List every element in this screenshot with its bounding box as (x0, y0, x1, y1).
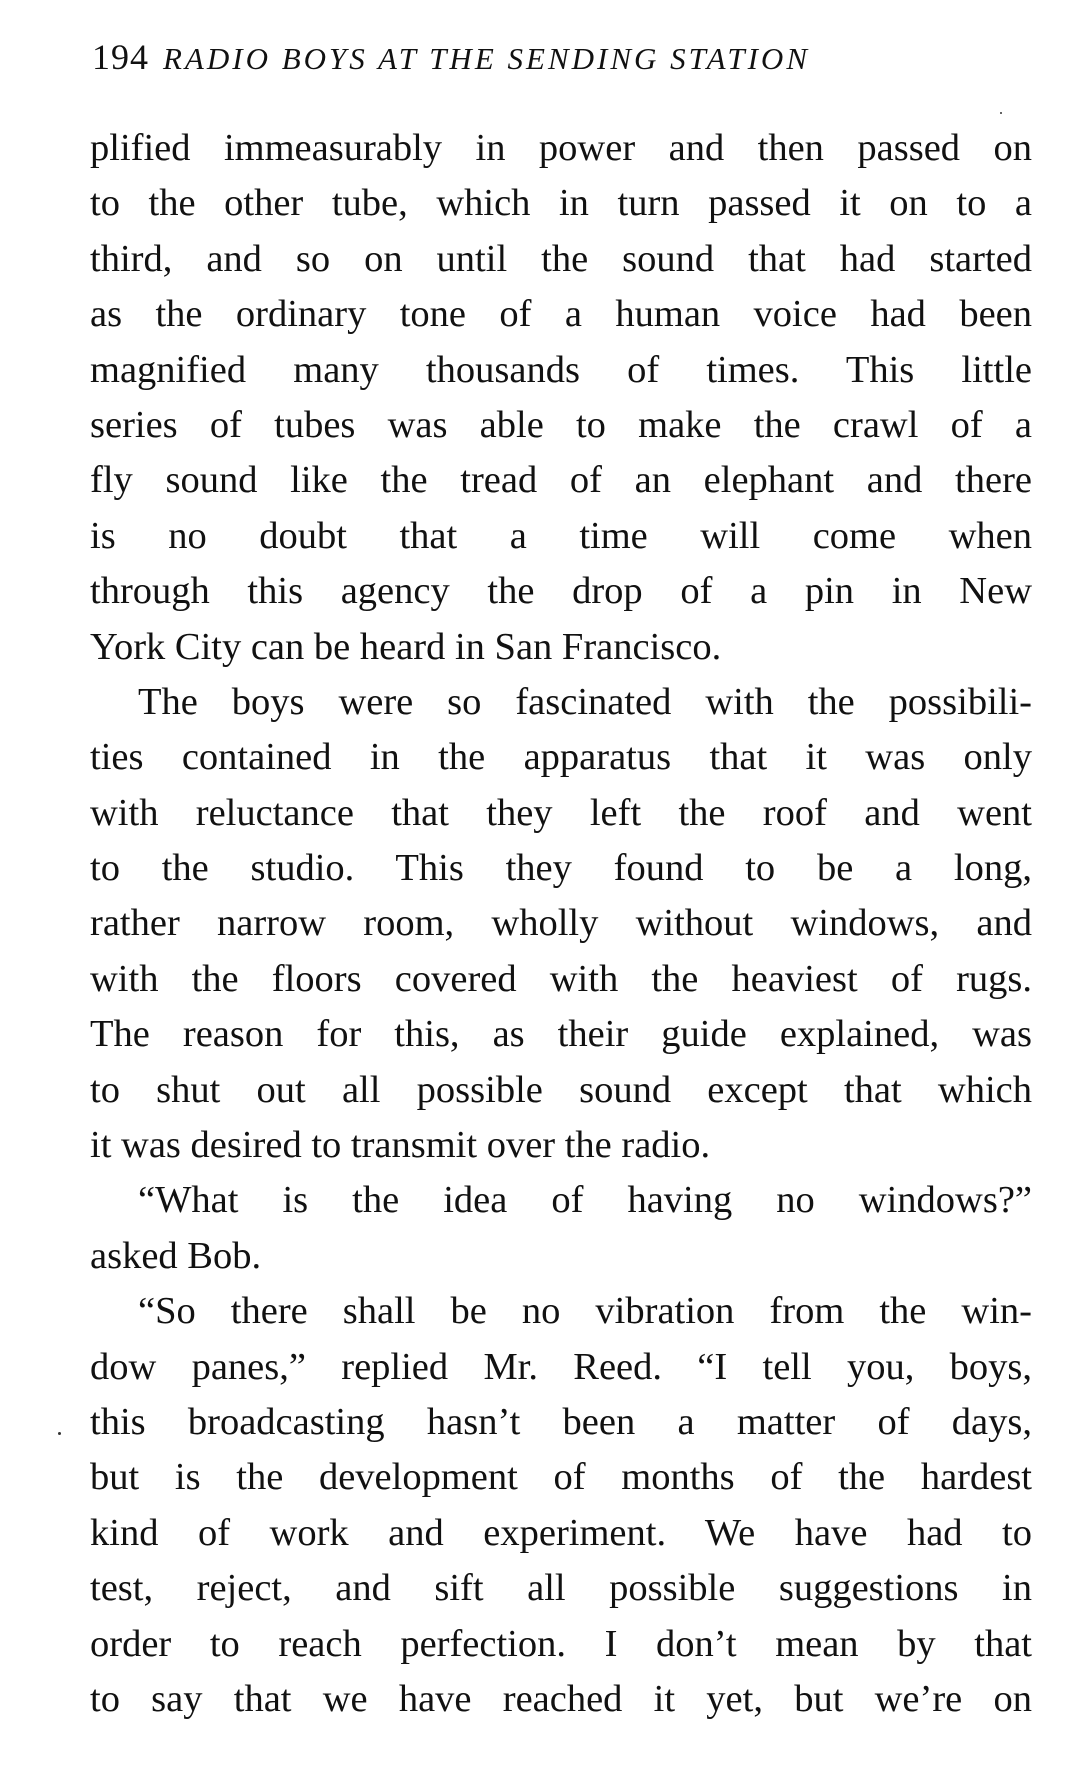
text-line: to shut out all possible sound except that which (90, 1068, 1032, 1111)
scan-speck (1000, 112, 1002, 114)
page-number: 194 (92, 37, 149, 77)
text-line: to the other tube, which in turn passed it on to a (90, 182, 1032, 225)
text-line: York City can be heard in San Francisco. (90, 625, 722, 668)
body-text (90, 121, 1032, 1727)
text-line: “So there shall be no vibration from the win- (138, 1290, 1032, 1333)
text-line: The reason for this, as their guide explained, was (90, 1013, 1032, 1056)
text-line: “What is the idea of having no windows?” (138, 1179, 1032, 1222)
text-line: this broadcasting hasn’t been a matter of days, (90, 1400, 1032, 1443)
paragraph (90, 121, 1032, 675)
text-line: it was desired to transmit over the radio. (90, 1124, 711, 1167)
text-line: order to reach perfection. I don’t mean by that (90, 1622, 1032, 1665)
text-line: magnified many thousands of times. This little (90, 348, 1032, 391)
text-line: ties contained in the apparatus that it was only (90, 736, 1032, 779)
text-line: but is the development of months of the hardest (90, 1456, 1032, 1499)
text-line: plified immeasurably in power and then passed on (90, 127, 1032, 169)
text-line: through this agency the drop of a pin in New (90, 570, 1032, 613)
page-header (92, 36, 1012, 84)
text-line: rather narrow room, wholly without windows, and (90, 902, 1032, 945)
text-line: is no doubt that a time will come when (90, 514, 1032, 557)
text-line: to say that we have reached it yet, but we’re on (90, 1677, 1032, 1720)
paragraph (90, 1284, 1032, 1727)
scan-speck (58, 1432, 61, 1435)
text-line: third, and so on until the sound that had started (90, 237, 1032, 280)
text-line: The boys were so fascinated with the possibili- (138, 680, 1032, 723)
paragraph (90, 675, 1032, 1174)
text-line: kind of work and experiment. We have had to (90, 1511, 1032, 1554)
text-line: as the ordinary tone of a human voice had been (90, 293, 1032, 336)
text-line: dow panes,” replied Mr. Reed. “I tell you, boys, (90, 1345, 1032, 1388)
text-line: asked Bob. (90, 1234, 262, 1277)
text-line: series of tubes was able to make the crawl of a (90, 403, 1032, 446)
text-line: with reluctance that they left the roof and went (90, 791, 1032, 834)
text-line: with the floors covered with the heaviest of rugs. (90, 957, 1032, 1000)
text-line: test, reject, and sift all possible suggestions in (90, 1567, 1032, 1610)
text-line: fly sound like the tread of an elephant and there (90, 459, 1032, 502)
paragraph (90, 1173, 1032, 1284)
text-line: to the studio. This they found to be a long, (90, 847, 1032, 890)
running-title: RADIO BOYS AT THE SENDING STATION (163, 41, 810, 76)
